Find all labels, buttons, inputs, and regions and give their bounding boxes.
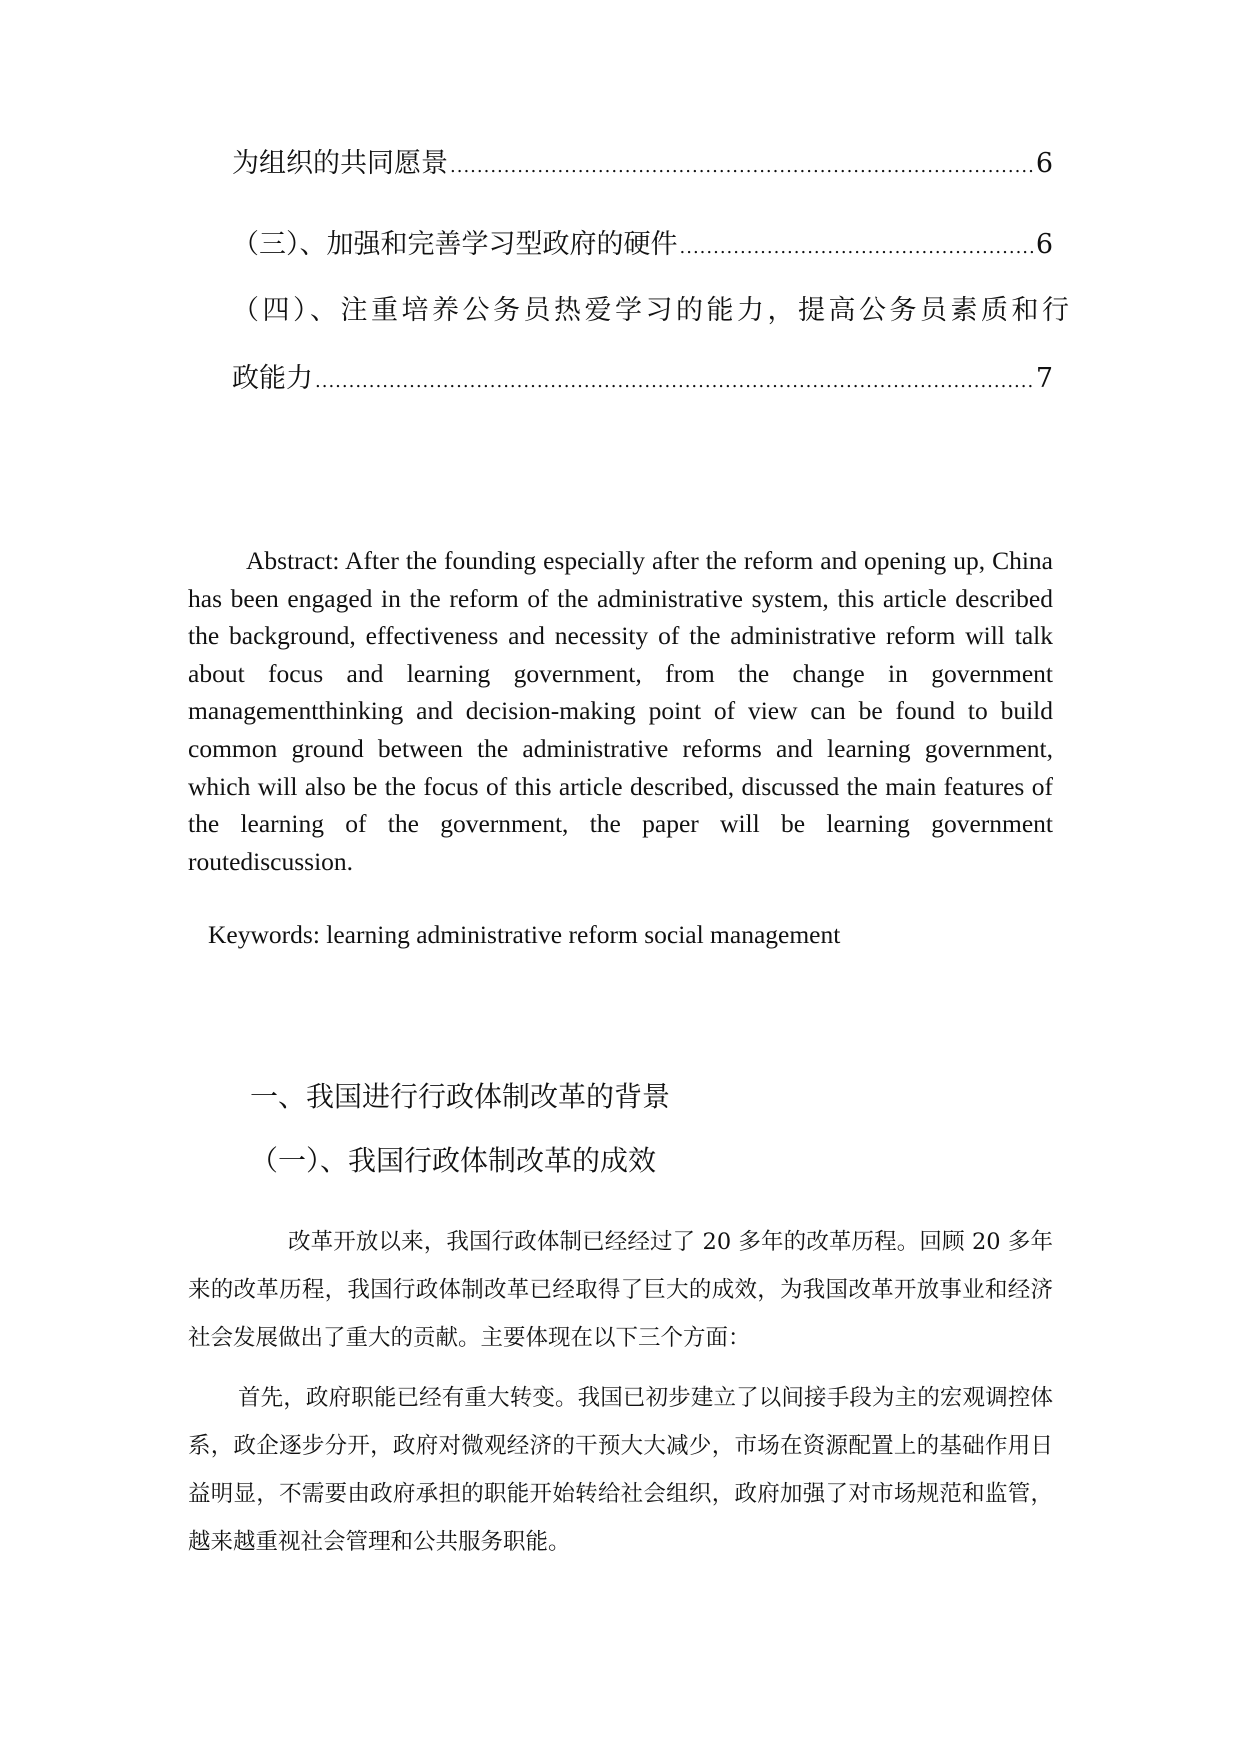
toc-entry-title: 为组织的共同愿景 xyxy=(232,148,448,179)
toc-page-number: 6 xyxy=(1035,229,1053,260)
toc-page-number: 6 xyxy=(1035,148,1053,179)
body-paragraph: 首先，政府职能已经有重大转变。我国已初步建立了以间接手段为主的宏观调控体系，政企逐步分开，政府对微观经济的干预大大减少，市场在资源配置上的基础作用日益明显，不需要由政府承担的职能开始转给社会组织，政府加强了对市场规范和监管，越来越重视社会管理和公共服务职能。 xyxy=(188,1385,1053,1555)
toc-page-number: 7 xyxy=(1035,363,1053,394)
toc-dot-leader xyxy=(315,364,1034,400)
toc-entry[interactable] xyxy=(232,361,1053,400)
keywords-line: Keywords: learning administrative reform social management xyxy=(208,920,841,949)
section-heading: 一、我国进行行政体制改革的背景 xyxy=(250,1080,671,1113)
subsection-heading: （一）、我国行政体制改革的成效 xyxy=(250,1144,657,1177)
toc-entry[interactable] xyxy=(232,227,1053,266)
toc-dot-leader xyxy=(680,230,1034,266)
toc-entry-wrapped-line[interactable]: （四）、注重培养公务员热爱学习的能力，提高公务员素质和行 xyxy=(232,295,1073,326)
abstract-paragraph: Abstract: After the founding especially after the reform and opening up, China has been engaged in the reform of the administrative system, this article described the background, effectiveness and necessity of the administrative reform will talk about focus and learning government, from the change in government managementthinking and decision-making point of view can be found to build common ground between the administrative reforms and learning government, which will also be the focus of this article described, discussed the main features of the learning of the government, the paper will be learning government routediscussion. xyxy=(188,546,1053,876)
toc-entry[interactable] xyxy=(232,146,1053,185)
toc-entry-title: （三）、加强和完善学习型政府的硬件 xyxy=(232,229,678,260)
body-paragraph: 改革开放以来，我国行政体制已经经过了 20 多年的改革历程。回顾 20 多年来的改革历程，我国行政体制改革已经取得了巨大的成效，为我国改革开放事业和经济社会发展做出了重大的贡献。主要体现在以下三个方面： xyxy=(188,1229,1053,1351)
toc-entry-title: 政能力 xyxy=(232,363,313,394)
toc-dot-leader xyxy=(450,149,1034,185)
